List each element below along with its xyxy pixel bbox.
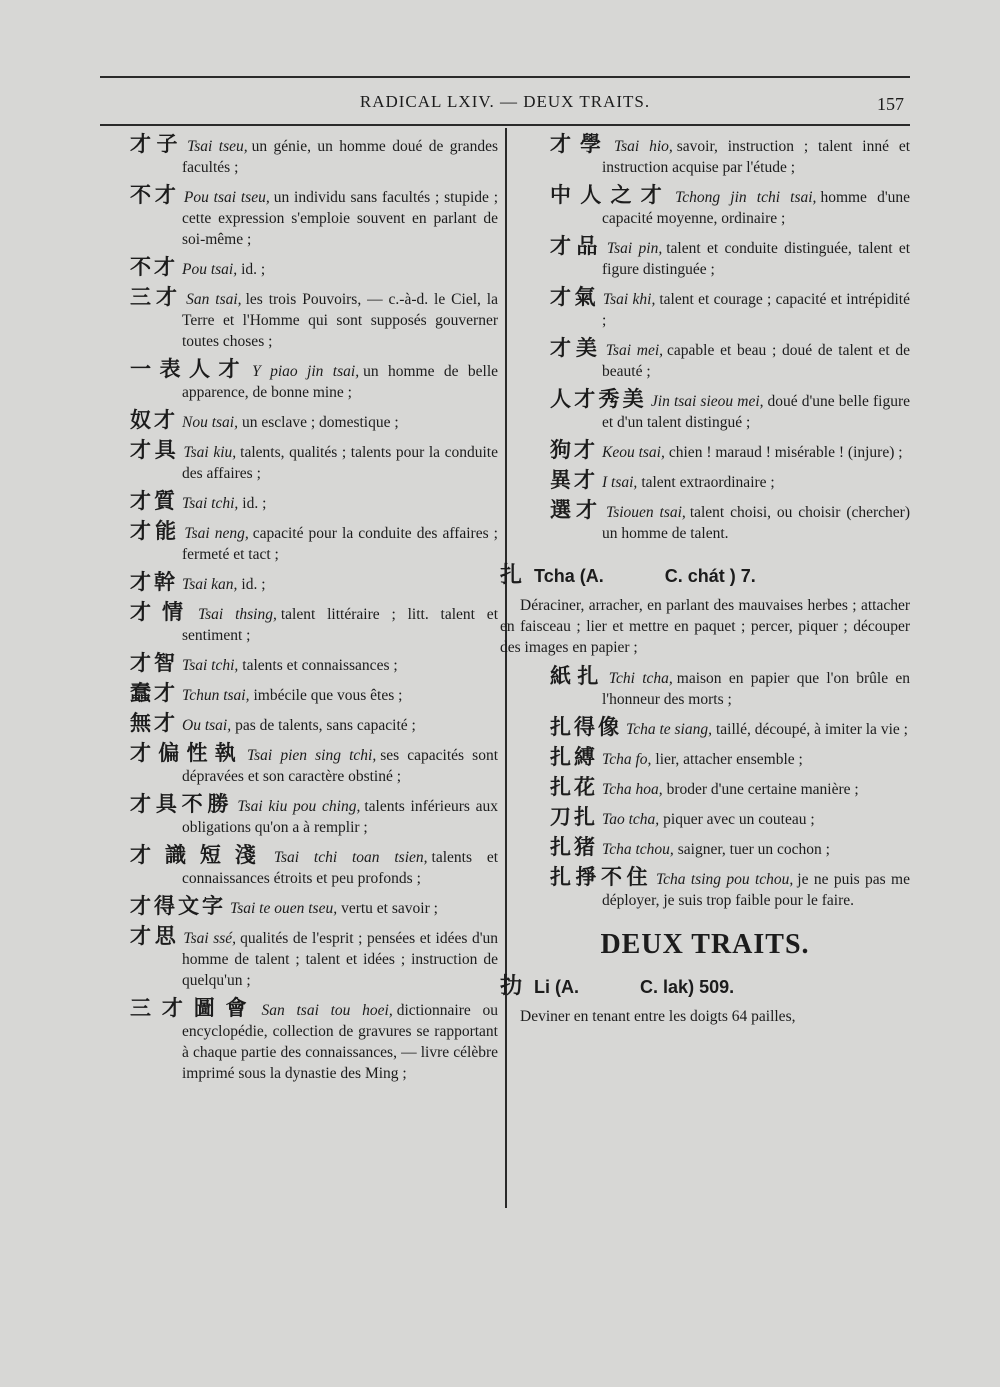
head-character: 扐 [500, 974, 526, 999]
dictionary-entry [130, 257, 498, 280]
entry-romanization: Tchi tcha, [608, 670, 673, 687]
entry-romanization: Y piao jin tsai, [252, 363, 360, 380]
dictionary-entry [550, 470, 910, 493]
entry-definition: un génie, un homme doué de grandes facultés ; [182, 138, 498, 176]
entry-romanization: Jin tsai sieou mei, [650, 393, 764, 410]
entry-definition: talent littéraire ; litt. talent et sentiment ; [182, 606, 498, 644]
entry-romanization: Tsai mei, [605, 342, 664, 359]
entry-definition: talents et connaissances étroits et peu profonds ; [182, 849, 499, 887]
entry-definition: capacité pour la conduite des affaires ; fermeté et tact ; [182, 525, 498, 563]
dictionary-entry [130, 602, 498, 646]
page-header [100, 92, 910, 118]
entry-definition: je ne puis pas me déployer, je suis trop faible pour le faire. [602, 871, 910, 909]
entry-definition: talent choisi, ou choisir (chercher) un homme de talent. [602, 504, 910, 542]
section-title: DEUX TRAITS. [600, 929, 810, 960]
dictionary-entry [550, 837, 910, 860]
column-divider [505, 128, 507, 1208]
entry-romanization: Tsai tseu, [187, 138, 248, 155]
entry-characters: 才幹 [130, 570, 178, 594]
entry-definition: saigner, tuer un cochon ; [677, 841, 830, 858]
entry-characters: 才識短淺 [130, 843, 270, 867]
entry-characters: 三才 [130, 285, 183, 309]
entry-characters: 不才 [130, 183, 180, 207]
entry-characters: 才能 [130, 519, 181, 543]
entry-characters: 異才 [550, 468, 598, 492]
dictionary-entry [550, 807, 910, 830]
entry-definition: talent extraordinaire ; [641, 474, 775, 491]
entry-characters: 扎花 [550, 775, 598, 799]
entry-characters: 才偏性執 [130, 741, 243, 765]
entry-definition: vertu et savoir ; [341, 900, 438, 917]
entry-romanization: San tsai tou hoei, [261, 1002, 393, 1019]
entry-characters: 才得文字 [130, 894, 226, 918]
entry-characters: 才子 [130, 132, 184, 156]
entry-characters: 才美 [550, 336, 602, 360]
entry-characters: 中人之才 [550, 183, 672, 207]
dictionary-entry [550, 338, 910, 382]
entry-romanization: Tsai tchi toan tsien, [273, 849, 428, 866]
entry-romanization: Tcha fo, [602, 751, 652, 768]
entry-romanization: Tsai neng, [184, 525, 249, 542]
entry-characters: 才品 [550, 234, 603, 258]
entry-characters: 才智 [130, 651, 178, 675]
entry-romanization: Tcha hoa, [602, 781, 663, 798]
dictionary-entry [130, 521, 498, 565]
entry-characters: 三才圖會 [130, 996, 258, 1020]
entry-head-tcha [500, 558, 910, 589]
dictionary-entry [130, 998, 498, 1084]
entry-definition: id. ; [241, 576, 266, 593]
entry-definition: pas de talents, sans capacité ; [235, 717, 416, 734]
entry-romanization: Tchun tsai, [182, 687, 250, 704]
entry-definition: un esclave ; domestique ; [241, 414, 399, 431]
entry-romanization: Tcha tsing pou tchou, [655, 871, 794, 888]
entry-characters: 狗才 [550, 438, 598, 462]
entry-characters: 一表人才 [130, 357, 249, 381]
dictionary-entry [130, 410, 498, 433]
entry-definition: chien ! maraud ! misérable ! (injure) ; [668, 444, 903, 461]
entry-characters: 不才 [130, 255, 178, 279]
running-title: RADICAL LXIV. — DEUX TRAITS. [359, 92, 651, 111]
head-character: 扎 [500, 563, 526, 588]
entry-definition: maison en papier que l'on brûle en l'honneur des morts ; [602, 670, 910, 708]
head-cantonese: C. lak) 509. [640, 977, 735, 997]
dictionary-entry [550, 666, 910, 710]
entry-definition: les trois Pouvoirs, — c.-à-d. le Ciel, la Terre et l'Homme qui sont supposés gouverner toutes choses ; [182, 291, 498, 350]
entry-characters: 紙扎 [550, 664, 605, 688]
dictionary-entry [550, 134, 910, 178]
entry-head-li [500, 969, 910, 1000]
entry-romanization: Pou tsai tseu, [183, 189, 270, 206]
entry-characters: 奴才 [130, 408, 178, 432]
dictionary-entry [130, 845, 498, 889]
entry-characters: 才具不勝 [130, 792, 234, 816]
dictionary-entry [550, 717, 910, 740]
entry-characters: 扎掙不住 [550, 865, 652, 889]
dictionary-entry [130, 440, 498, 484]
entry-characters: 才思 [130, 924, 180, 948]
dictionary-entry [130, 683, 498, 706]
entry-definition: ses capacités sont dépravées et son caractère obstiné ; [182, 747, 498, 785]
entry-definition: doué d'une belle figure et d'un talent distingué ; [602, 393, 910, 431]
entry-definition: imbécile que vous êtes ; [253, 687, 403, 704]
entry-romanization: Tsai kiu pou ching, [237, 798, 361, 815]
top-rule [100, 76, 910, 78]
entry-definition: un homme de belle apparence, de bonne mine ; [182, 363, 499, 401]
entry-romanization: Tsai pin, [606, 240, 663, 257]
entry-romanization: Tsai ssé, [183, 930, 237, 947]
entry-definition: homme d'une capacité moyenne, ordinaire ; [602, 189, 910, 227]
entry-definition: id. ; [242, 495, 267, 512]
dictionary-entry [550, 236, 910, 280]
entry-romanization: Tsai tchi, [182, 657, 239, 674]
entry-characters: 才學 [550, 132, 610, 156]
entry-romanization: Tsai thsing, [197, 606, 277, 623]
dictionary-entry [130, 185, 498, 250]
dictionary-entry [550, 867, 910, 911]
entry-definition: talents inférieurs aux obligations qu'on a à remplir ; [182, 798, 498, 836]
entry-romanization: Tsai te ouen tseu, [230, 900, 338, 917]
entry-characters: 才具 [130, 438, 180, 462]
dictionary-entry [550, 777, 910, 800]
li-definition: Deviner en tenant entre les doigts 64 pailles, [520, 1008, 796, 1025]
entry-definition: talents, qualités ; talents pour la conduite des affaires ; [182, 444, 498, 482]
left-column [130, 134, 498, 1091]
right-column [500, 132, 911, 1035]
entry-romanization: Tsiouen tsai, [606, 504, 686, 521]
entry-characters: 扎縛 [550, 745, 598, 769]
entry-romanization: Keou tsai, [602, 444, 665, 461]
entry-characters: 選才 [550, 498, 602, 522]
dictionary-entry [130, 287, 498, 352]
entry-romanization: Tsai kiu, [183, 444, 237, 461]
entry-definition: capable et beau ; doué de talent et de beauté ; [602, 342, 910, 380]
entry-characters: 無才 [130, 711, 178, 735]
dictionary-entry [550, 389, 910, 433]
entry-romanization: I tsai, [602, 474, 638, 491]
entry-romanization: Tcha te siang, [626, 721, 712, 738]
head-label: Li (A. [534, 977, 580, 997]
entry-definition: qualités de l'esprit ; pensées et idées d'un homme de talent ; talent et idées ; instruction de quelqu'un ; [182, 930, 498, 989]
dictionary-entry [130, 743, 498, 787]
entry-definition: id. ; [241, 261, 266, 278]
entry-romanization: Ou tsai, [182, 717, 232, 734]
tcha-definition: Déraciner, arracher, en parlant des mauvaises herbes ; attacher en faisceau ; lier et mettre en paquet ; percer, piquer ; découper des images en papier ; [500, 597, 910, 656]
entry-definition: lier, attacher ensemble ; [655, 751, 803, 768]
dictionary-entry [130, 713, 498, 736]
entry-romanization: Pou tsai, [182, 261, 238, 278]
dictionary-entry [130, 653, 498, 676]
dictionary-entry [550, 747, 910, 770]
dictionary-entry [550, 440, 910, 463]
entry-romanization: Tchong jin tchi tsai, [675, 189, 817, 206]
entry-characters: 才情 [130, 600, 194, 624]
dictionary-entry [130, 896, 498, 919]
entry-romanization: Tcha tchou, [602, 841, 674, 858]
entry-definition: talents et connaissances ; [242, 657, 398, 674]
entry-romanization: Tsai hio, [613, 138, 673, 155]
dictionary-entry [130, 134, 498, 178]
dictionary-entry [130, 572, 498, 595]
entry-definition: piquer avec un couteau ; [663, 811, 815, 828]
dictionary-entry [130, 491, 498, 514]
entry-definition: dictionnaire ou encyclopédie, collection de gravures se rapportant à chaque partie des connaissances, — livre célèbre imprimé sous la dynastie des Ming ; [182, 1002, 499, 1082]
dictionary-entry [550, 287, 910, 331]
head-label: Tcha (A. [534, 566, 604, 586]
dictionary-entry [550, 185, 910, 229]
entry-definition: savoir, instruction ; talent inné et instruction acquise par l'étude ; [602, 138, 910, 176]
entry-characters: 才氣 [550, 285, 599, 309]
dictionary-entry [130, 794, 498, 838]
dictionary-entry [130, 359, 498, 403]
entry-romanization: Tsai khi, [602, 291, 656, 308]
dictionary-entry [130, 926, 498, 991]
dictionary-entry [550, 500, 910, 544]
entry-definition: taillé, découpé, à imiter la vie ; [715, 721, 908, 738]
entry-characters: 扎得像 [550, 715, 622, 739]
entry-romanization: Tsai tchi, [182, 495, 239, 512]
entry-definition: broder d'une certaine manière ; [666, 781, 859, 798]
head-cantonese: C. chát ) 7. [664, 566, 756, 586]
entry-characters: 才質 [130, 489, 178, 513]
entry-characters: 刀扎 [550, 805, 598, 829]
header-rule [100, 124, 910, 126]
entry-romanization: Tsai kan, [182, 576, 238, 593]
page-number: 157 [877, 94, 904, 114]
entry-characters: 扎猪 [550, 835, 598, 859]
entry-romanization: Tsai pien sing tchi, [246, 747, 377, 764]
entry-romanization: San tsai, [186, 291, 242, 308]
entry-definition: un individu sans facultés ; stupide ; cette expression s'emploie souvent en parlant de soi-même ; [182, 189, 498, 248]
entry-romanization: Nou tsai, [182, 414, 238, 431]
entry-definition: talent et conduite distinguée, talent et figure distinguée ; [602, 240, 911, 278]
entry-characters: 人才秀美 [550, 387, 647, 411]
entry-romanization: Tao tcha, [602, 811, 660, 828]
entry-characters: 蠢才 [130, 681, 178, 705]
entry-definition: talent et courage ; capacité et intrépidité ; [602, 291, 910, 329]
